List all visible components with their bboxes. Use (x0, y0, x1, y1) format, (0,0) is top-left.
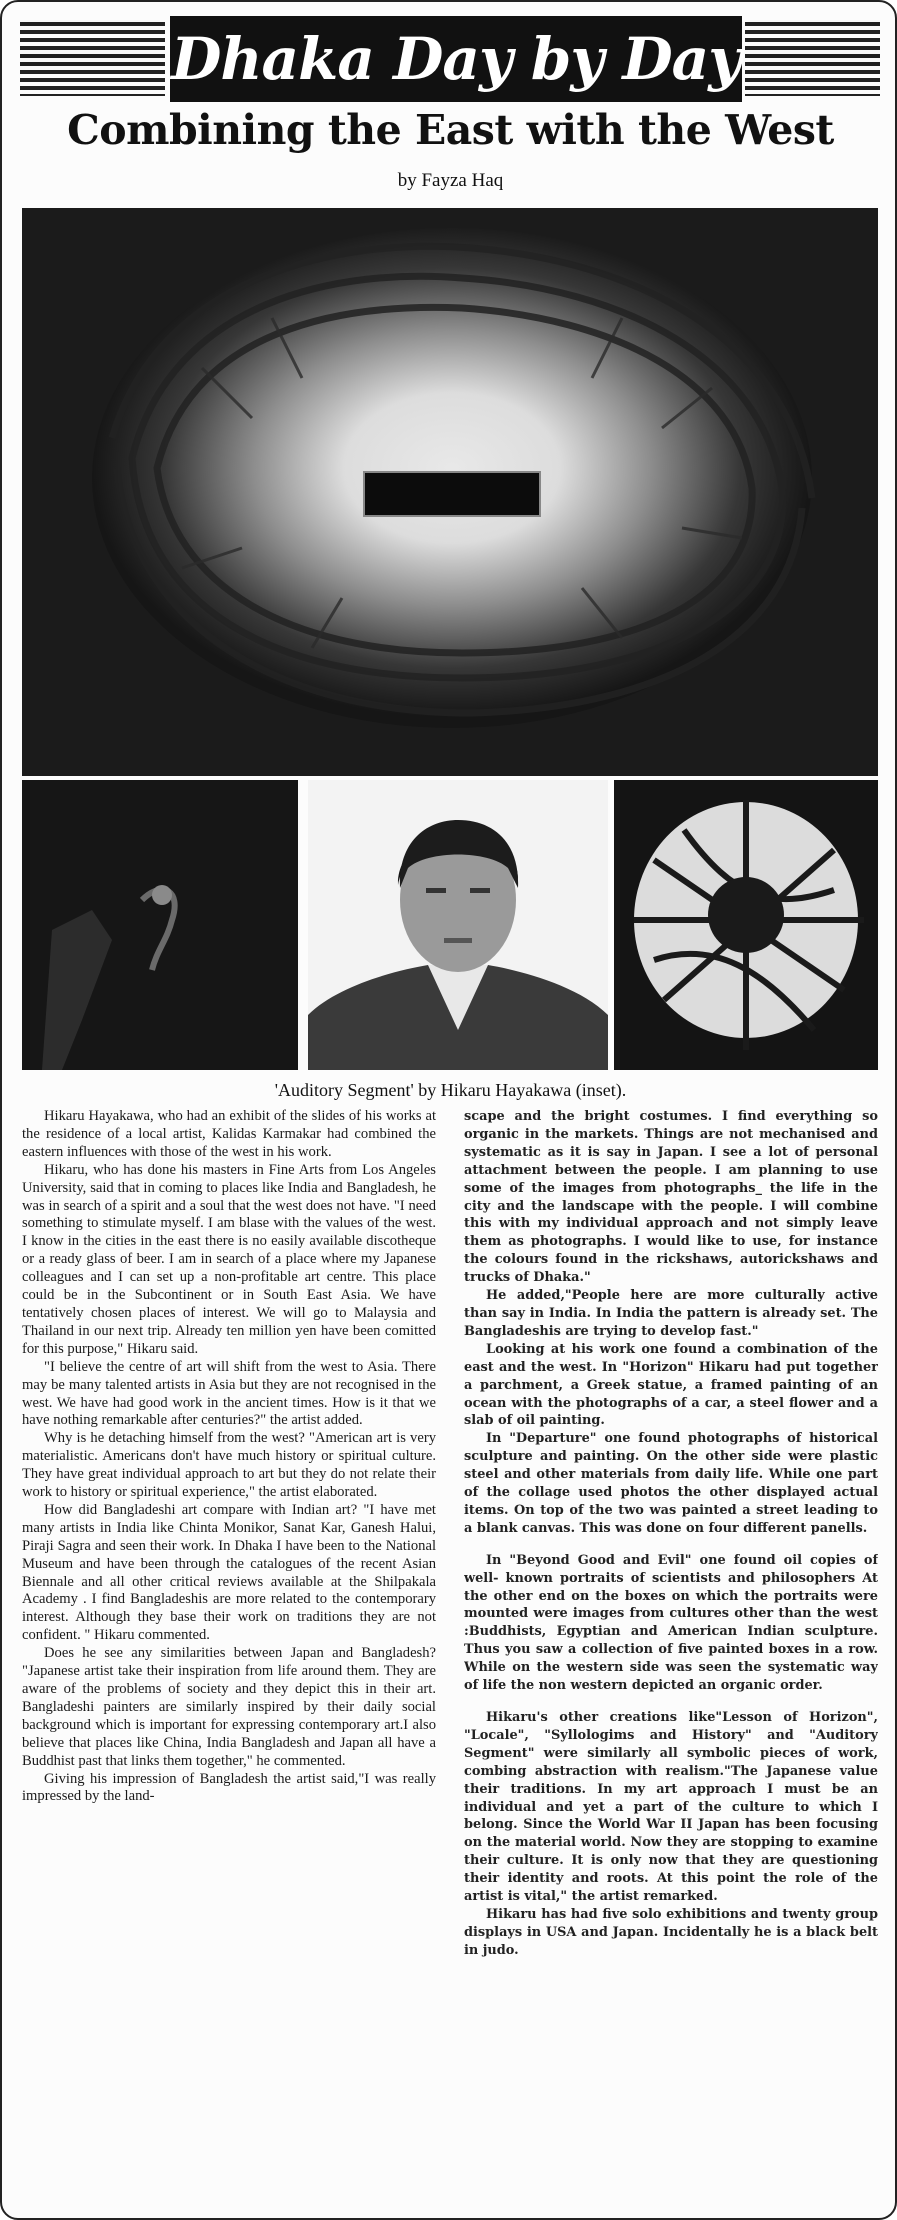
masthead (20, 14, 880, 104)
article-headline: Combining the East with the West (67, 106, 834, 154)
left-paragraph: Hikaru, who has done his masters in Fine Arts from Los Angeles University, said that in coming to places like India and Bangladesh, he was in search of a spirit and a soul that the west does not have. "I need something to stimulate myself. I am blase with the values of the west. I know in the cities in the east there is no easily available discotheque or a ready glass of beer. I am in search of a place where my Japanese colleagues and I can set up a non-profitable art centre. This place could be in the Subcontinent or in South East Asia. We have tentatively chosen places of interest. We will go to Malaysia and Thailand in our next trip. Already ten million yen have been comitted for this purpose," Hikaru said. (22, 1161, 436, 1357)
left-paragraph: Giving his impression of Bangladesh the artist said,"I was really impressed by the land- (22, 1770, 436, 1805)
article-byline: by Fayza Haq (397, 170, 504, 191)
right-paragraph: scape and the bright costumes. I find everything so organic in the markets. Things are not mechanised and systematic as it is say in Japan. I see a lot of personal attachment between the people. I am planning to use some of the images from photographs_ the life in the city and the landscape with the people. I will combine this with my individual approach and not simply leave them as photographs. I would like to use, for instance the colours found in the rickshaws, autorickshaws and trucks of Dhaka." (464, 1109, 878, 1286)
masthead-stripes-right (745, 22, 880, 96)
artwork-photo-auditory-segment (22, 208, 878, 776)
right-paragraph: He added,"People here are more culturally active than say in India. In India the pattern is already set. The Bangladeshis are trying to develop fast." (464, 1288, 878, 1339)
left-paragraph: Hikaru Hayakawa, who had an exhibit of the slides of his works at the residence of a local artist, Kalidas Karmakar had combined the eastern influences with those of the west in his work. (22, 1108, 436, 1160)
right-paragraph: Hikaru has had five solo exhibitions and twenty group displays in USA and Japan. Incidentally he is a black belt in judo. (464, 1906, 878, 1958)
photo-caption: 'Auditory Segment' by Hikaru Hayakawa (inset). (274, 1080, 627, 1100)
artwork-thumbnail-right (614, 780, 878, 1070)
article-column-right (464, 1108, 878, 2216)
artist-portrait-photo (308, 780, 608, 1070)
right-paragraph: In "Departure" one found photographs of historical sculpture and painting. On the other side were plastic steel and other materials from daily life. While one part of the collage used photos the other displayed actual items. On top of the two was painted a street leading to a blank canvas. This was done on four different panells. (464, 1431, 878, 1536)
left-paragraph: Why is he detaching himself from the west? "American art is very materialistic. Americans don't have much history or spiritual culture. They have great individual approach to art but they do not relate their work to history or spiritual experience," the artist elaborated. (22, 1430, 436, 1501)
article-column-left (22, 1108, 436, 2216)
right-paragraph: Hikaru's other creations like"Lesson of Horizon", "Locale", "Syllologims and History" and "Auditory Segment" were similarly all symbolic pieces of work, combing abstraction with realism."The Japanese value their traditions. In my art approach I must be an individual and yet a part of the culture to which I belong. Since the World War II Japan has been focusing on the material world. Now they are stopping to examine their culture. It is only now that they are questioning their identity and roots. At this point the role of the artist is vital," the artist remarked. (464, 1710, 878, 1905)
column-title: Dhaka Day by Day (170, 16, 742, 102)
left-paragraph: "I believe the centre of art will shift from the west to Asia. There may be many talented artists in Asia but they are not recognised in the west. We have had good work in the ancient times. How is it that we have nothing remarkable after centuries?" the artist added. (22, 1358, 436, 1429)
right-paragraph: In "Beyond Good and Evil" one found oil copies of well- known portraits of scientists and philosophers At the other end on the boxes on which the portraits were mounted were images from cultures other than the west :Buddhists, Egyptian and American Indian sculpture. Thus you saw a collection of five painted boxes in a row. While on the western side was seen the systematic way of life the non western depicted an organic order. (464, 1552, 878, 1694)
left-paragraph: How did Bangladeshi art compare with Indian art? "I have met many artists in India like Chinta Monikor, Sanat Kar, Ganesh Halui, Piraji Sagra and seen their work. In Dhaka I have been to the National Museum and have been through the catalogues of the recent Asian Biennale and all other critical reviews available at the Shilpakala Academy . I find Bangladeshis are more related to the contemporary interest. Although they base their work on traditions they are not confident. " Hikaru commented. (22, 1501, 436, 1644)
artwork-thumbnail-left (22, 780, 298, 1070)
right-paragraph: Looking at his work one found a combination of the east and the west. In "Horizon" Hikaru had put together a parchment, a Greek statue, a framed painting of an ocean with the photographs of a car, a steel flower and a slab of oil painting. (464, 1341, 878, 1429)
masthead-stripes-left (20, 22, 165, 96)
left-paragraph: Does he see any similarities between Japan and Bangladesh? "Japanese artist take their inspiration from life around them. They are aware of the problems of society and they depict this in their art. Bangladeshi painters are similarly inspired by their daily social background which is important for expressing contemporary art.I also believe that places like China, India Bangladesh and Japan all have a Buddhist past that links them together," he commented. (22, 1645, 436, 1769)
